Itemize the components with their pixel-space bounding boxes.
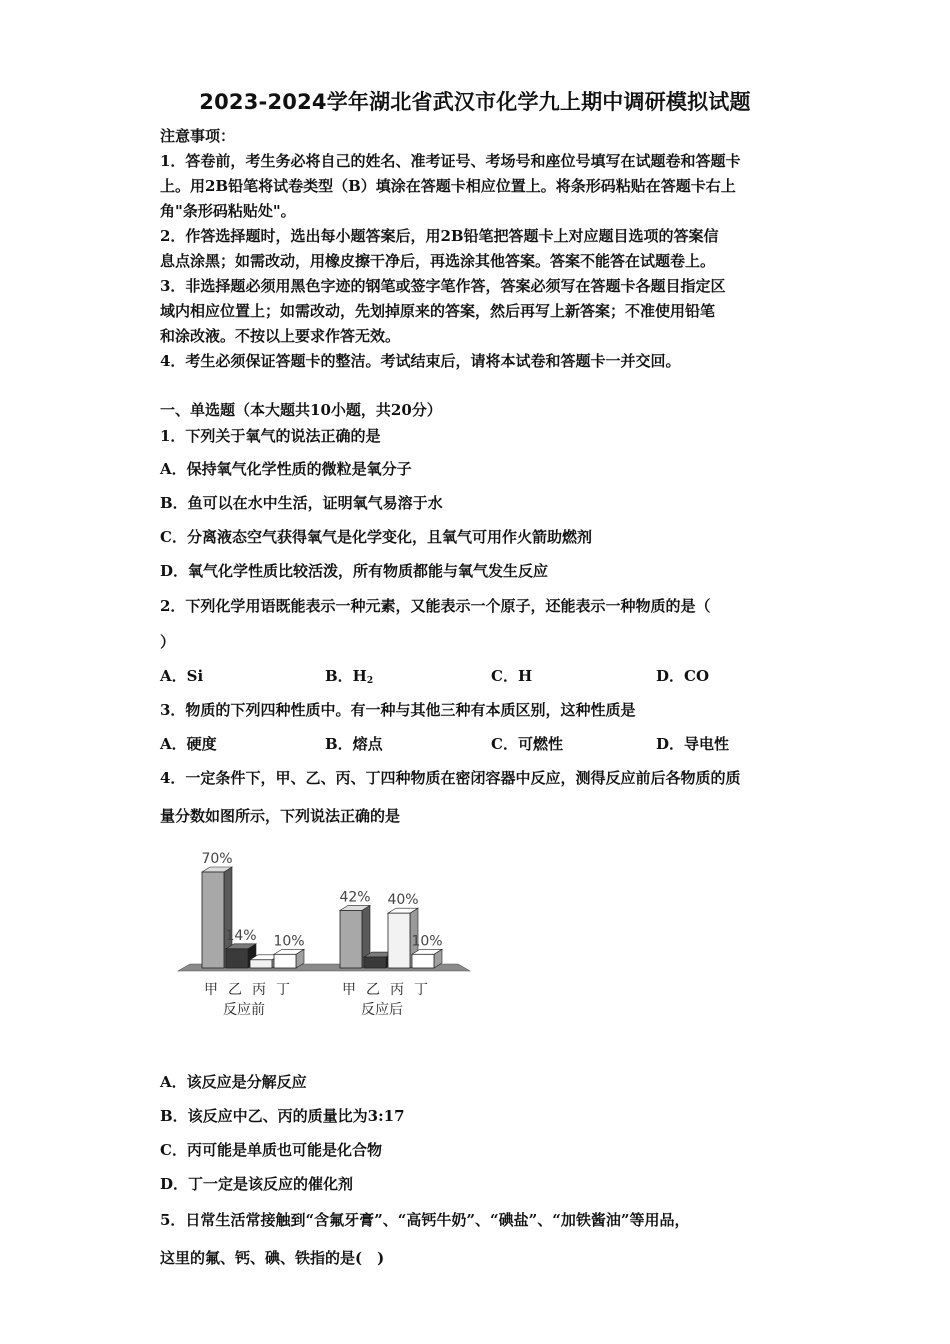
category-label: 丁 xyxy=(414,982,428,998)
question-1-stem: 1．下列关于氧气的说法正确的是 xyxy=(160,427,381,445)
category-label: 丙 xyxy=(252,982,266,998)
data-label: 42% xyxy=(339,889,371,906)
question-4-stem: 4．一定条件下，甲、乙、丙、丁四种物质在密闭容器中反应，测得反应前后各物质的质 xyxy=(160,769,741,787)
question-2-option-d: D．CO xyxy=(656,667,710,685)
bar-after xyxy=(364,957,386,968)
notice-line: 2．作答选择题时，选出每小题答案后，用2B铅笔把答题卡上对应题目选项的答案信 xyxy=(160,227,719,245)
group-label: 反应后 xyxy=(361,1002,403,1018)
question-4-option-d: D．丁一定是该反应的催化剂 xyxy=(160,1175,354,1193)
question-4-option-c: C．丙可能是单质也可能是化合物 xyxy=(160,1141,382,1159)
subscript: 2 xyxy=(366,676,374,686)
question-2-option-a: A．Si xyxy=(160,667,204,685)
question-5-stem: 5．日常生活常接触到“含氟牙膏”、“高钙牛奶”、“碘盐”、“加铁酱油”等用品， xyxy=(160,1211,690,1229)
page-title: 2023-2024学年湖北省武汉市化学九上期中调研模拟试题 xyxy=(199,90,751,114)
category-label: 丁 xyxy=(276,982,290,998)
notice-line: 3．非选择题必须用黑色字迹的钢笔或签字笔作答，答案必须写在答题卡各题目指定区 xyxy=(160,277,726,295)
notice-line: 域内相应位置上；如需改动，先划掉原来的答案，然后再写上新答案；不准使用铅笔 xyxy=(160,302,716,320)
notice-line: 上。用2B铅笔将试卷类型（B）填涂在答题卡相应位置上。将条形码粘贴在答题卡右上 xyxy=(160,177,736,195)
question-3-option-c: C．可燃性 xyxy=(491,735,563,753)
notice-line: 角"条形码粘贴处"。 xyxy=(160,202,296,220)
notice-line: 4．考生必须保证答题卡的整洁。考试结束后，请将本试卷和答题卡一并交回。 xyxy=(160,352,681,370)
question-2-option-b xyxy=(325,666,373,691)
question-1-option-a: A．保持氧气化学性质的微粒是氧分子 xyxy=(160,460,412,478)
mass-fraction-bar-chart xyxy=(170,840,480,1025)
question-3-option-a: A．硬度 xyxy=(160,735,217,753)
question-2-stem: 2．下列化学用语既能表示一种元素，又能表示一个原子，还能表示一种物质的是（ xyxy=(160,597,711,615)
data-label: 70% xyxy=(201,851,233,867)
question-5-stem-cont: 这里的氟、钙、碘、铁指的是( ) xyxy=(160,1249,385,1267)
group-label: 反应前 xyxy=(223,1002,265,1018)
question-2-stem-end: ） xyxy=(160,633,176,651)
bar-before xyxy=(274,954,296,968)
category-label: 甲 xyxy=(204,982,218,998)
bar-after xyxy=(388,913,410,968)
notice-line: 1．答卷前，考生务必将自己的姓名、准考证号、考场号和座位号填写在试题卷和答题卡 xyxy=(160,152,741,170)
question-2-option-b-label: B．H xyxy=(325,667,367,685)
question-1-option-b: B．鱼可以在水中生活，证明氧气易溶于水 xyxy=(160,494,443,512)
bar-before xyxy=(226,949,248,968)
notice-line: 和涂改液。不按以上要求作答无效。 xyxy=(160,327,401,345)
data-label: 10% xyxy=(411,933,443,950)
question-3-option-b: B．熔点 xyxy=(325,735,383,753)
section-heading: 一、单选题（本大题共10小题，共20分） xyxy=(160,401,442,419)
bar-after xyxy=(340,910,362,968)
data-label: 40% xyxy=(387,892,419,909)
bar-before xyxy=(202,872,224,968)
notice-heading: 注意事项： xyxy=(160,127,236,145)
bar-after xyxy=(412,954,434,968)
bar-before xyxy=(250,960,272,968)
question-2-option-c: C．H xyxy=(491,667,533,685)
data-label: 10% xyxy=(273,933,305,950)
category-label: 丙 xyxy=(390,982,404,998)
question-1-option-d: D．氧气化学性质比较活泼，所有物质都能与氧气发生反应 xyxy=(160,562,549,580)
category-label: 甲 xyxy=(342,982,356,998)
notice-line: 息点涂黑；如需改动，用橡皮擦干净后，再选涂其他答案。答案不能答在试题卷上。 xyxy=(160,252,716,270)
data-label: 14% xyxy=(225,927,257,944)
question-4-option-a: A．该反应是分解反应 xyxy=(160,1073,307,1091)
question-4-stem-cont: 量分数如图所示，下列说法正确的是 xyxy=(160,807,401,825)
question-4-option-b: B．该反应中乙、丙的质量比为3:17 xyxy=(160,1107,405,1125)
question-3-option-d: D．导电性 xyxy=(656,735,730,753)
category-label: 乙 xyxy=(366,982,380,998)
question-1-option-c: C．分离液态空气获得氧气是化学变化，且氧气可用作火箭助燃剂 xyxy=(160,528,592,546)
category-label: 乙 xyxy=(228,982,242,998)
question-3-stem: 3．物质的下列四种性质中。有一种与其他三种有本质区别，这种性质是 xyxy=(160,701,636,719)
